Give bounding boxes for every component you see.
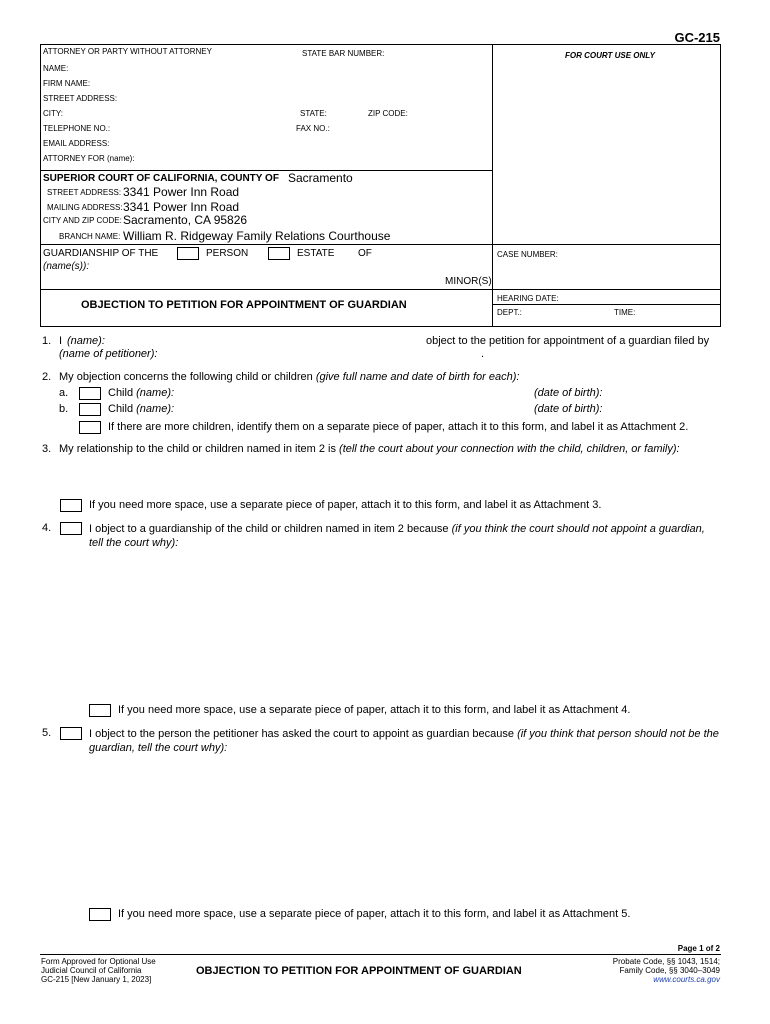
item4-text-main: I object to a guardianship of the child or children named in item 2 because: [89, 523, 449, 535]
county-value[interactable]: Sacramento: [288, 171, 353, 185]
court-street-label: STREET ADDRESS:: [47, 188, 122, 197]
court-street-value[interactable]: 3341 Power Inn Road: [123, 185, 240, 199]
item4-text: [89, 522, 719, 550]
item5-more-text: If you need more space, use a separate piece of paper, attach it to this form, and label it as Attachment 5.: [118, 908, 631, 920]
footer-revision: GC-215 [New January 1, 2023]: [41, 975, 152, 984]
footer-url-link[interactable]: www.courts.ca.gov: [653, 975, 720, 984]
attorney-for-label[interactable]: ATTORNEY FOR (name):: [43, 154, 135, 163]
form-title: OBJECTION TO PETITION FOR APPOINTMENT OF GUARDIAN: [81, 299, 407, 311]
name-label[interactable]: NAME:: [43, 64, 69, 73]
branch-label: BRANCH NAME:: [59, 232, 121, 241]
item2a-child-label[interactable]: [108, 387, 174, 399]
footer-approved: Form Approved for Optional Use: [41, 957, 156, 966]
bar-number-label: STATE BAR NUMBER:: [302, 49, 385, 58]
item2b-dob-label[interactable]: (date of birth):: [534, 403, 603, 415]
item3-text: [59, 443, 680, 455]
item4-checkbox[interactable]: [60, 522, 82, 535]
item5-text: [89, 727, 724, 755]
footer-code2: Family Code, §§ 3040–3049: [619, 966, 720, 975]
fax-label[interactable]: FAX NO.:: [296, 124, 330, 133]
state-label[interactable]: STATE:: [300, 109, 327, 118]
court-title: SUPERIOR COURT OF CALIFORNIA, COUNTY OF: [43, 173, 279, 184]
page-number: Page 1 of 2: [677, 944, 720, 953]
firm-label[interactable]: FIRM NAME:: [43, 79, 91, 88]
footer-title: OBJECTION TO PETITION FOR APPOINTMENT OF GUARDIAN: [196, 965, 522, 977]
case-number-label[interactable]: CASE NUMBER:: [497, 250, 558, 259]
estate-label: ESTATE: [297, 248, 335, 259]
court-city-label: CITY AND ZIP CODE:: [43, 216, 122, 225]
minors-label: MINOR(S): [445, 276, 492, 287]
branch-value[interactable]: William R. Ridgeway Family Relations Courthouse: [123, 229, 391, 243]
item2b-child-name-label: (name):: [136, 403, 175, 415]
item2-more-checkbox[interactable]: [79, 421, 101, 434]
court-use-label: FOR COURT USE ONLY: [565, 51, 655, 60]
time-label[interactable]: TIME:: [614, 308, 636, 317]
item4-more-text: If you need more space, use a separate piece of paper, attach it to this form, and label it as Attachment 4.: [118, 704, 631, 716]
email-label[interactable]: EMAIL ADDRESS:: [43, 139, 110, 148]
item3-more-checkbox[interactable]: [60, 499, 82, 512]
footer-code1: Probate Code, §§ 1043, 1514;: [612, 957, 720, 966]
city-label[interactable]: CITY:: [43, 109, 64, 118]
item2a-letter: a.: [59, 387, 69, 399]
item3-text-main: My relationship to the child or children named in item 2 is: [59, 443, 336, 455]
item5-text-main: I object to the person the petitioner has asked the court to appoint as guardian because: [89, 728, 515, 740]
footer-council: Judicial Council of California: [41, 966, 142, 975]
court-city-value[interactable]: Sacramento, CA 95826: [123, 213, 248, 227]
court-mailing-label: MAILING ADDRESS:: [47, 203, 123, 212]
item2b-checkbox[interactable]: [79, 403, 101, 416]
item5-more-checkbox[interactable]: [89, 908, 111, 921]
dept-label[interactable]: DEPT.:: [497, 308, 522, 317]
street-label[interactable]: STREET ADDRESS:: [43, 94, 118, 103]
item1-period: .: [481, 348, 485, 360]
zip-label[interactable]: ZIP CODE:: [368, 109, 408, 118]
item5-checkbox[interactable]: [60, 727, 82, 740]
item2-text-main: My objection concerns the following child or children: [59, 371, 313, 383]
item5-text-italic: (if you think that person should not be the guardian, tell the court why):: [89, 728, 719, 754]
attorney-label: ATTORNEY OR PARTY WITHOUT ATTORNEY: [43, 47, 212, 56]
court-mailing-value[interactable]: 3341 Power Inn Road: [123, 200, 240, 214]
item2a-dob-label[interactable]: (date of birth):: [534, 387, 603, 399]
item2b-letter: b.: [59, 403, 69, 415]
item2b-child-label[interactable]: [108, 403, 174, 415]
item3-number: 3.: [42, 443, 52, 455]
hearing-date-label[interactable]: HEARING DATE:: [497, 294, 559, 303]
of-label: OF: [358, 248, 372, 259]
court-section-bottom: [40, 244, 721, 245]
estate-checkbox[interactable]: [268, 247, 290, 260]
attorney-section-bottom: [40, 170, 493, 171]
item2a-child-word: Child: [108, 387, 134, 399]
item3-text-italic: (tell the court about your connection with the child, children, or family):: [339, 443, 680, 455]
item2a-checkbox[interactable]: [79, 387, 101, 400]
form-number: GC-215: [674, 30, 720, 45]
item2a-child-name-label: (name):: [136, 387, 175, 399]
item5-number: 5.: [42, 727, 52, 739]
person-label: PERSON: [206, 248, 249, 259]
item1-name-label[interactable]: (name):: [67, 335, 105, 347]
item1-i: I: [59, 335, 63, 347]
hearing-line: [492, 304, 721, 305]
case-section-bottom: [40, 289, 721, 290]
item2-text-italic: (give full name and date of birth for each):: [315, 371, 520, 383]
header-divider: [492, 44, 493, 327]
footer-rule: [40, 954, 721, 955]
person-checkbox[interactable]: [177, 247, 199, 260]
item4-text-italic: (if you think the court should not appoint a guardian, tell the court why):: [89, 523, 705, 549]
item1-petitioner-label[interactable]: (name of petitioner):: [59, 348, 158, 360]
phone-label[interactable]: TELEPHONE NO.:: [43, 124, 111, 133]
names-label[interactable]: (name(s)):: [43, 261, 90, 272]
item4-number: 4.: [42, 522, 52, 534]
item3-more-text: If you need more space, use a separate piece of paper, attach it to this form, and label it as Attachment 3.: [89, 499, 602, 511]
item1-object-text: object to the petition for appointment of a guardian filed by: [426, 335, 710, 347]
item2-number: 2.: [42, 371, 52, 383]
item2b-child-word: Child: [108, 403, 134, 415]
guardianship-of-label: GUARDIANSHIP OF THE: [43, 248, 159, 259]
item2-more-text: If there are more children, identify them on a separate piece of paper, attach it to this form, and label it as Attachment 2.: [108, 421, 689, 433]
item2-text: [59, 371, 519, 383]
item4-more-checkbox[interactable]: [89, 704, 111, 717]
item1-number: 1.: [42, 335, 52, 347]
